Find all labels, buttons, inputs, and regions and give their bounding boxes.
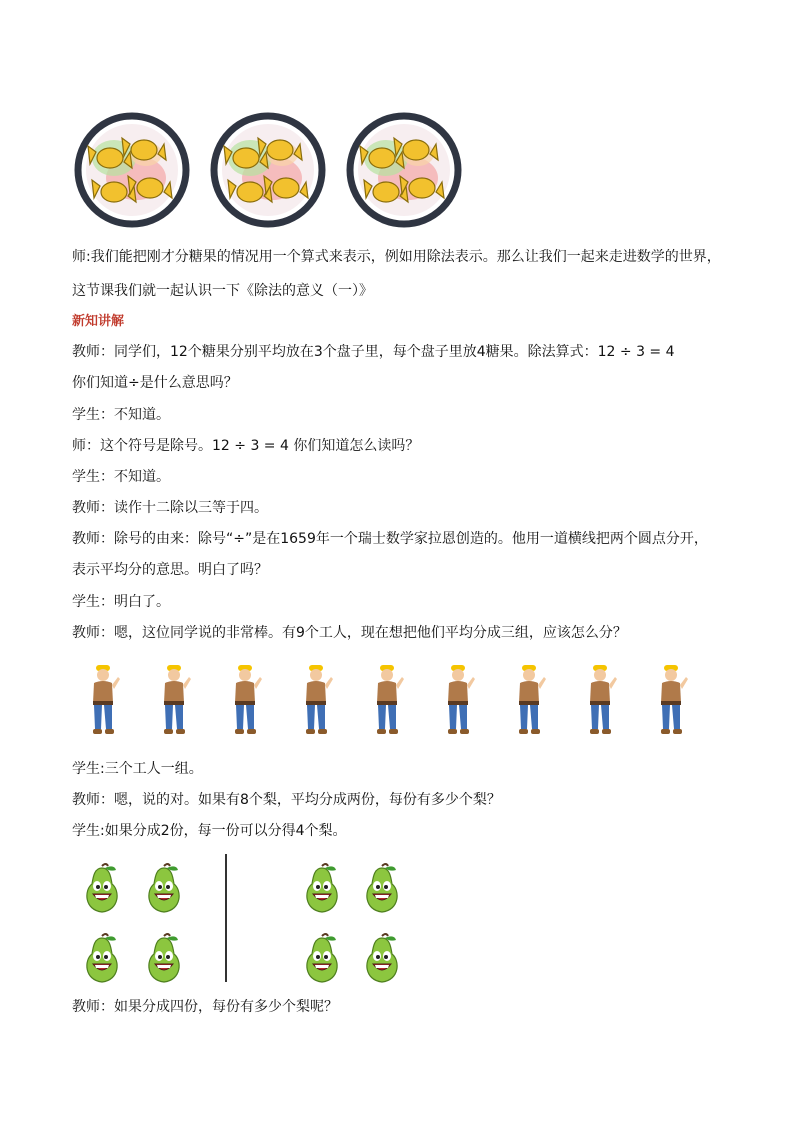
text-line: 学生：明白了。 (72, 594, 170, 610)
text-line: 学生：不知道。 (72, 469, 170, 485)
pear-image-right (300, 862, 344, 914)
text-line: 教师：除号的由来：除号“÷”是在1659年一个瑞士数学家拉恩创造的。他用一道横线把两个圆点分开， (72, 531, 708, 547)
pear-image-left (80, 932, 124, 984)
worker-image (153, 663, 197, 737)
pear-image-right (300, 932, 344, 984)
candy-plate-image (346, 112, 462, 228)
text-line: 表示平均分的意思。明白了吗？ (72, 562, 268, 578)
worker-image (508, 663, 552, 737)
worker-image (579, 663, 623, 737)
pear-image-left (80, 862, 124, 914)
text-line: 学生:如果分成2份，每一份可以分得4个梨。 (72, 823, 347, 839)
pear-image-right (360, 932, 404, 984)
worker-image (82, 663, 126, 737)
workers-illustration (82, 663, 702, 743)
worker-image (295, 663, 339, 737)
worker-image (650, 663, 694, 737)
divider-line (225, 854, 227, 982)
text-line: 师：这个符号是除号。12 ÷ 3 = 4 你们知道怎么读吗？ (72, 438, 420, 454)
worker-image (437, 663, 481, 737)
text-line: 学生：不知道。 (72, 407, 170, 423)
candy-plate-image (210, 112, 326, 228)
section-heading: 新知讲解 (72, 314, 125, 329)
text-line: 这节课我们就一起认识一下《除法的意义（一）》 (72, 283, 373, 299)
pear-image-left (142, 932, 186, 984)
pear-image-left (142, 862, 186, 914)
text-line: 教师：同学们，12个糖果分别平均放在3个盘子里，每个盘子里放4糖果。除法算式：12 ÷ 3 = 4 (72, 344, 675, 360)
worker-image (366, 663, 410, 737)
text-line: 教师：嗯，这位同学说的非常棒。有9个工人，现在想把他们平均分成三组，应该怎么分？ (72, 625, 627, 641)
pears-illustration (72, 850, 412, 986)
text-line: 你们知道÷是什么意思吗？ (72, 375, 238, 391)
text-line: 教师：嗯，说的对。如果有8个梨，平均分成两份，每份有多少个梨？ (72, 792, 501, 808)
candy-plates-illustration (74, 112, 474, 232)
text-line: 教师：如果分成四份，每份有多少个梨呢？ (72, 999, 338, 1015)
text-line: 师:我们能把刚才分糖果的情况用一个算式来表示，例如用除法表示。那么让我们一起来走进数学的世界， (72, 249, 721, 265)
worker-image (224, 663, 268, 737)
text-line: 学生:三个工人一组。 (72, 761, 203, 777)
pear-image-right (360, 862, 404, 914)
text-line: 教师：读作十二除以三等于四。 (72, 500, 268, 516)
candy-plate-image (74, 112, 190, 228)
